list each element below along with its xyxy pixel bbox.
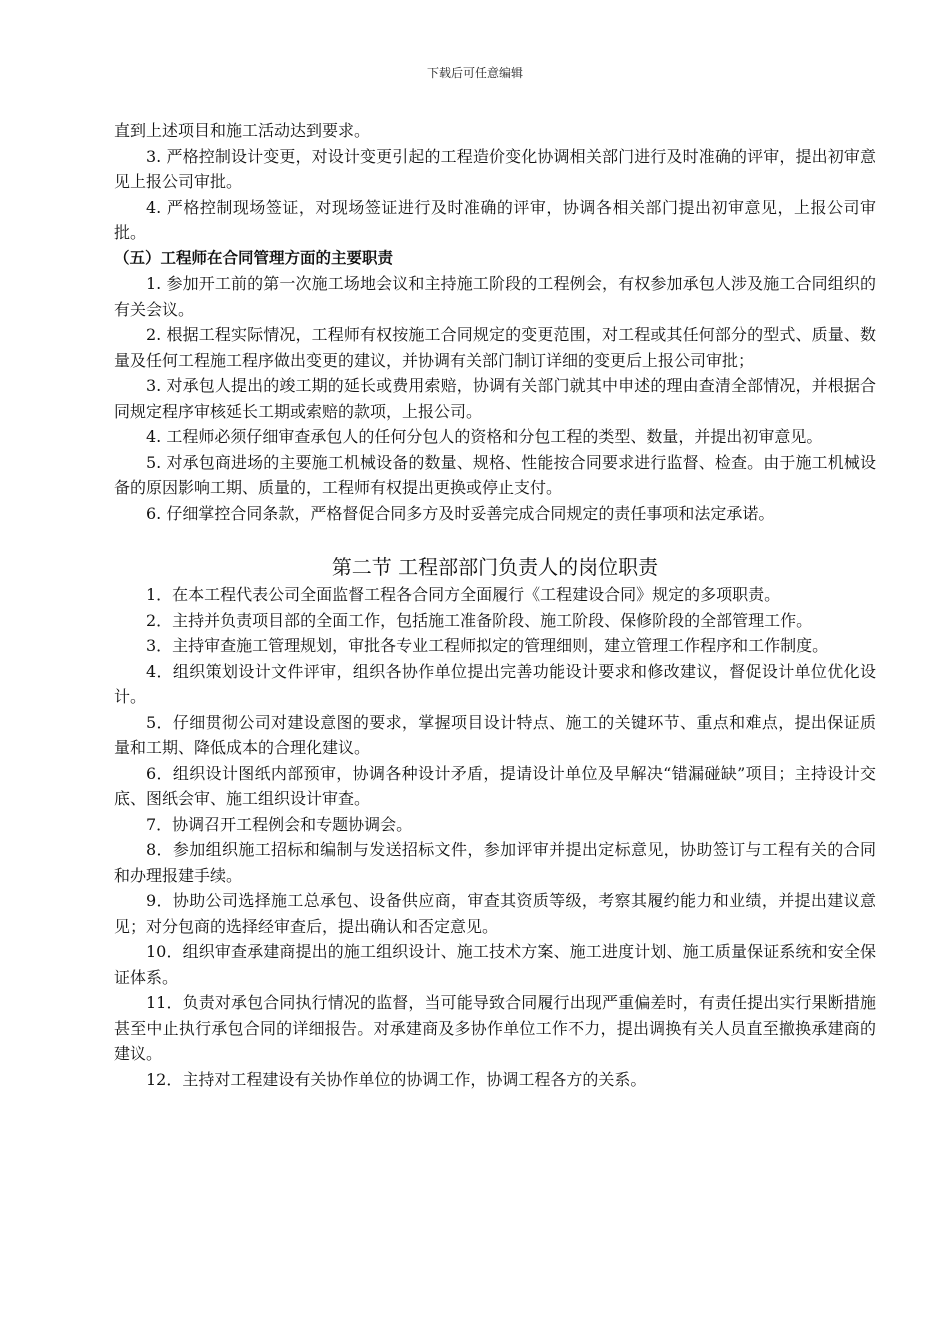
section-title: 第二节 工程部部门负责人的岗位职责 [331,555,659,579]
continuation-paragraph: 直到上述项目和施工活动达到要求。 [114,121,371,140]
list-item: 5. 对承包商进场的主要施工机械设备的数量、规格、性能按合同要求进行监督、检查。由于施工机械设备的原因影响工期、质量的，工程师有权提出更换或停止支付。 [114,452,876,497]
list-item: 11．负责对承包合同执行情况的监督，当可能导致合同履行出现严重偏差时，有责任提出实行果断措施甚至中止执行承包合同的详细报告。对承建商及多协作单位工作不力，提出调换有关人员直至撤换承建商的建议。 [114,993,876,1063]
list-item: 3. 严格控制设计变更，对设计变更引起的工程造价变化协调相关部门进行及时准确的评审，提出初审意见上报公司审批。 [114,146,876,191]
list-item: 5．仔细贯彻公司对建设意图的要求，掌握项目设计特点、施工的关键环节、重点和难点，提出保证质量和工期、降低成本的合理化建议。 [114,712,876,757]
list-item: 8．参加组织施工招标和编制与发送招标文件，参加评审并提出定标意见，协助签订与工程有关的合同和办理报建手续。 [114,840,876,885]
list-item: 9．协助公司选择施工总承包、设备供应商，审查其资质等级，考察其履约能力和业绩，并提出建议意见；对分包商的选择经审查后，提出确认和否定意见。 [114,891,876,936]
list-item: 4. 工程师必须仔细审查承包人的任何分包人的资格和分包工程的类型、数量，并提出初审意见。 [146,427,823,446]
list-item: 10．组织审查承建商提出的施工组织设计、施工技术方案、施工进度计划、施工质量保证系统和安全保证体系。 [114,942,876,987]
page-header: 下载后可任意编辑 [426,66,523,80]
list-item: 12．主持对工程建设有关协作单位的协调工作，协调工程各方的关系。 [146,1069,647,1089]
list-item: 6．组织设计图纸内部预审，协调各种设计矛盾，提请设计单位及早解决“错漏碰缺”项目；主持设计交底、图纸会审、施工组织设计审查。 [114,763,876,808]
section-heading-5: （五）工程师在合同管理方面的主要职责 [114,248,394,267]
list-item: 1. 参加开工前的第一次施工场地会议和主持施工阶段的工程例会，有权参加承包人涉及施工合同组织的有关会议。 [114,274,876,319]
list-item: 4．组织策划设计文件评审，组织各协作单位提出完善功能设计要求和修改建议，督促设计单位优化设计。 [114,661,876,706]
list-item: 3．主持审查施工管理规划，审批各专业工程师拟定的管理细则，建立管理工作程序和工作制度。 [146,636,829,655]
list-item: 1．在本工程代表公司全面监督工程各合同方全面履行《工程建设合同》规定的多项职责。 [146,585,781,604]
list-item: 3. 对承包人提出的竣工期的延长或费用索赔，协调有关部门就其中申述的理由查清全部情况，并根据合同规定程序审核延长工期或索赔的款项，上报公司。 [114,376,876,421]
list-item: 7．协调召开工程例会和专题协调会。 [146,814,413,834]
list-item: 6. 仔细掌控合同条款，严格督促合同多方及时妥善完成合同规定的责任事项和法定承诺。 [146,503,775,523]
list-item: 2. 根据工程实际情况，工程师有权按施工合同规定的变更范围，对工程或其任何部分的型式、质量、数量及任何工程施工程序做出变更的建议，并协调有关部门制订详细的变更后上报公司审批； [114,325,876,370]
list-item: 2．主持并负责项目部的全面工作，包括施工准备阶段、施工阶段、保修阶段的全部管理工作。 [146,610,813,630]
document-body [114,118,876,1092]
list-item: 4. 严格控制现场签证，对现场签证进行及时准确的评审，协调各相关部门提出初审意见，上报公司审批。 [114,197,876,242]
